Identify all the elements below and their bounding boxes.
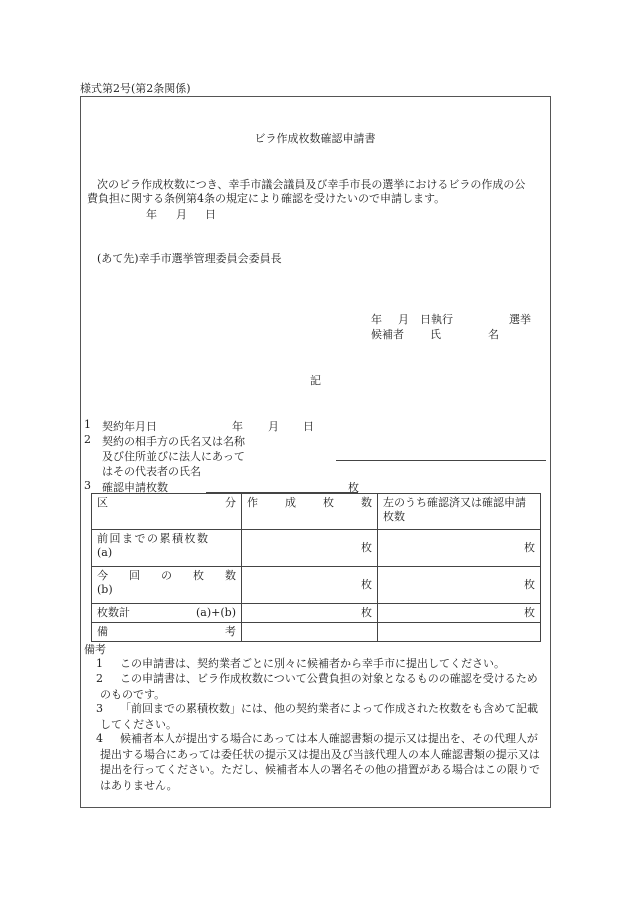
item3-number: 3 bbox=[84, 479, 91, 492]
ki-mark: 記 bbox=[310, 374, 321, 387]
header-sakusei: 作 成 枚 数 bbox=[242, 494, 378, 530]
item1-day: 日 bbox=[303, 420, 314, 433]
header-kubun: 区 分 bbox=[92, 494, 242, 530]
table-row bbox=[92, 623, 541, 642]
table-row bbox=[92, 567, 541, 604]
item1-year: 年 bbox=[232, 420, 243, 433]
header-confirmed: 左のうち確認済又は確認申請枚数 bbox=[378, 494, 541, 530]
row1-confirmed: 枚 bbox=[378, 530, 541, 567]
remark-item: 3 「前回までの累積枚数」には、他の契約業者によって作成された枚数をも含めて記載してください。 bbox=[96, 702, 538, 731]
row4-label: 備 考 bbox=[92, 623, 242, 642]
item2-line1: 契約の相手方の氏名又は名称 bbox=[102, 435, 245, 448]
election-suffix: 選挙 bbox=[509, 313, 531, 326]
election-month: 月 bbox=[398, 313, 409, 326]
date-month: 月 bbox=[176, 208, 187, 221]
table-row bbox=[92, 604, 541, 623]
table-header-row bbox=[92, 494, 541, 530]
date-year: 年 bbox=[146, 208, 157, 221]
item2-line2: 及び住所並びに法人にあって bbox=[102, 450, 245, 463]
count-table bbox=[91, 493, 541, 642]
row3-count: 枚 bbox=[242, 604, 378, 623]
item1-month: 月 bbox=[268, 420, 279, 433]
form-label: 様式第2号(第2条関係) bbox=[80, 82, 191, 95]
row2-confirmed: 枚 bbox=[378, 567, 541, 604]
row3-label: 枚数計 (a)+(b) bbox=[92, 604, 242, 623]
date-day: 日 bbox=[205, 208, 216, 221]
candidate-mei: 名 bbox=[488, 328, 499, 341]
remark-item: 4 候補者本人が提出する場合にあっては本人確認書類の提示又は提出を、その代理人が提出する場合にあっては委任状の提示又は提出及び当該代理人の本人確認書類の提示又は提出を行ってください。ただし、候補者本人の署名その他の措置がある場合はこの限りではありません。 bbox=[96, 732, 540, 792]
table-row bbox=[92, 530, 541, 567]
body-text-line1: 次のビラ作成枚数につき、幸手市議会議員及び幸手市長の選挙におけるビラの作成の公 bbox=[97, 178, 526, 191]
remark-item: 1 この申請書は、契約業者ごとに別々に候補者から幸手市に提出してください。 bbox=[96, 657, 505, 670]
candidate-label: 候補者 bbox=[371, 328, 404, 341]
addressee: (あて先)幸手市選挙管理委員会委員長 bbox=[97, 252, 282, 265]
remarks-heading: 備考 bbox=[84, 643, 106, 656]
row1-count: 枚 bbox=[242, 530, 378, 567]
item2-underline bbox=[336, 460, 546, 461]
document-title: ビラ作成枚数確認申請書 bbox=[254, 132, 376, 145]
item3-unit: 枚 bbox=[348, 481, 359, 494]
item3-label: 確認申請枚数 bbox=[102, 481, 168, 494]
election-day-exec: 日執行 bbox=[420, 313, 453, 326]
row4-confirmed bbox=[378, 623, 541, 642]
election-year: 年 bbox=[371, 313, 382, 326]
item1-number: 1 bbox=[84, 418, 91, 431]
row2-label: 今 回 の 枚 数 (b) bbox=[92, 567, 242, 604]
candidate-shi: 氏 bbox=[430, 328, 441, 341]
body-text-line2: 費負担に関する条例第4条の規定により確認を受けたいので申請します。 bbox=[87, 192, 446, 205]
item2-number: 2 bbox=[84, 433, 91, 446]
remark-item: 2 この申請書は、ビラ作成枚数について公費負担の対象となるものの確認を受けるためのものです。 bbox=[96, 672, 538, 701]
row2-count: 枚 bbox=[242, 567, 378, 604]
item2-line3: はその代表者の氏名 bbox=[102, 465, 201, 478]
row1-label: 前回までの累積枚数 (a) bbox=[92, 530, 242, 567]
item1-label: 契約年月日 bbox=[102, 420, 157, 433]
row4-count bbox=[242, 623, 378, 642]
row3-confirmed: 枚 bbox=[378, 604, 541, 623]
